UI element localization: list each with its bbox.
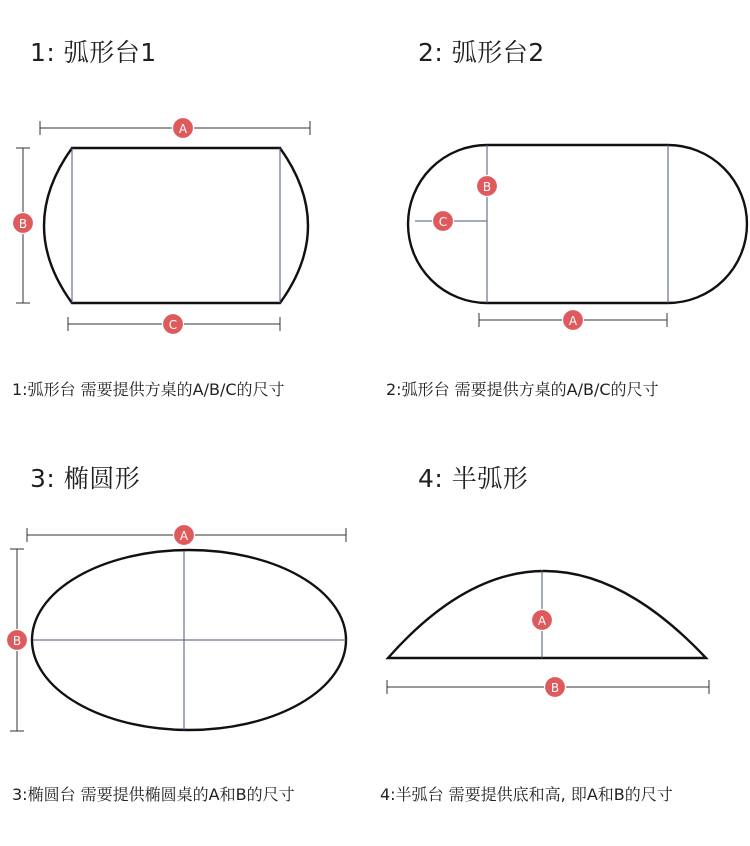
oval-table-marker-a bbox=[174, 525, 195, 546]
svg-text:B: B bbox=[550, 681, 560, 695]
svg-text:B: B bbox=[12, 634, 22, 648]
svg-text:A: A bbox=[179, 529, 189, 543]
panel-1-arc-table-1 bbox=[13, 118, 311, 335]
panel-3-title: 3: 椭圆形 bbox=[30, 464, 141, 493]
svg-text:A: A bbox=[537, 614, 547, 628]
svg-text:B: B bbox=[482, 180, 492, 194]
oval-table-marker-b bbox=[7, 630, 28, 651]
half-arc-table-marker-a bbox=[532, 610, 553, 631]
arc-table-2-marker-a bbox=[563, 310, 584, 331]
panel-2-caption: 2:弧形台 需要提供方桌的A/B/C的尺寸 bbox=[386, 380, 659, 399]
arc-table-1-shape bbox=[44, 148, 308, 303]
arc-table-1-marker-b bbox=[13, 213, 34, 234]
svg-text:C: C bbox=[438, 215, 448, 229]
svg-text:A: A bbox=[568, 314, 578, 328]
panel-4-half-arc-table bbox=[387, 570, 709, 698]
panel-1-title: 1: 弧形台1 bbox=[30, 38, 157, 67]
panel-3-caption: 3:椭圆台 需要提供椭圆桌的A和B的尺寸 bbox=[12, 785, 295, 804]
arc-table-1-marker-a bbox=[173, 118, 194, 139]
arc-table-2-marker-c bbox=[433, 211, 454, 232]
half-arc-table-marker-b bbox=[545, 677, 566, 698]
arc-table-2-shape bbox=[408, 145, 747, 303]
arc-table-2-marker-b bbox=[477, 176, 498, 197]
panel-4-caption: 4:半弧台 需要提供底和高, 即A和B的尺寸 bbox=[380, 785, 673, 804]
panel-3-oval-table bbox=[7, 525, 347, 732]
panel-2-title: 2: 弧形台2 bbox=[418, 38, 545, 67]
svg-text:B: B bbox=[18, 217, 28, 231]
svg-text:A: A bbox=[178, 122, 188, 136]
arc-table-1-marker-c bbox=[163, 314, 184, 335]
panel-2-arc-table-2 bbox=[408, 145, 747, 331]
panel-4-title: 4: 半弧形 bbox=[418, 464, 529, 493]
panel-1-caption: 1:弧形台 需要提供方桌的A/B/C的尺寸 bbox=[12, 380, 285, 399]
svg-text:C: C bbox=[168, 318, 178, 332]
